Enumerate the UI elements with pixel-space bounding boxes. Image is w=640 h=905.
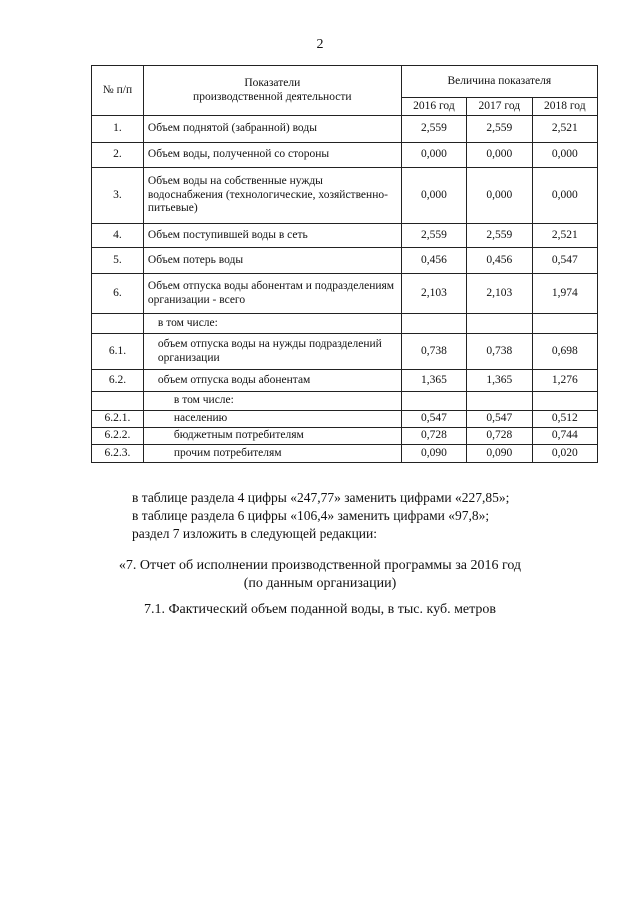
amendment-line: в таблице раздела 4 цифры «247,77» заменить цифрами «227,85»;: [132, 490, 510, 505]
table-header-row: [92, 66, 598, 98]
row-value-2016: 2,559: [401, 224, 466, 248]
row-name: прочим потребителям: [143, 445, 401, 463]
row-value-2016: 0,000: [401, 168, 466, 224]
header-year-2018: 2018 год: [532, 98, 597, 116]
header-indicator: [143, 66, 401, 116]
header-indicator-line1: Показатели: [244, 76, 301, 89]
row-num: 3.: [92, 168, 144, 224]
row-value-2016: 0,456: [401, 248, 466, 274]
header-year-2017: 2017 год: [467, 98, 532, 116]
row-value-2018: [532, 392, 597, 411]
row-value-2016: 0,728: [401, 428, 466, 445]
row-value-2016: [401, 392, 466, 411]
row-value-2018: [532, 314, 597, 334]
row-num: 1.: [92, 116, 144, 143]
table-row: [92, 143, 598, 168]
row-value-2018: 0,000: [532, 168, 597, 224]
row-name: Объем отпуска воды абонентам и подразделениям организации - всего: [143, 274, 401, 314]
table-row: [92, 445, 598, 463]
table-row: [92, 224, 598, 248]
row-value-2018: 0,744: [532, 428, 597, 445]
row-value-2017: 0,000: [467, 168, 532, 224]
header-year-2016: 2016 год: [401, 98, 466, 116]
table-row: [92, 392, 598, 411]
row-name: Объем поступившей воды в сеть: [143, 224, 401, 248]
row-value-2016: 0,090: [401, 445, 466, 463]
header-indicator-line2: производственной деятельности: [193, 90, 352, 103]
row-name: населению: [143, 411, 401, 428]
row-value-2017: 0,456: [467, 248, 532, 274]
table-row: [92, 370, 598, 392]
row-num: 6.1.: [92, 334, 144, 370]
row-value-2018: 2,521: [532, 116, 597, 143]
row-name: Объем потерь воды: [143, 248, 401, 274]
row-num: 5.: [92, 248, 144, 274]
row-name: бюджетным потребителям: [143, 428, 401, 445]
table-row: [92, 116, 598, 143]
table-row: [92, 274, 598, 314]
row-value-2018: 0,512: [532, 411, 597, 428]
header-num: № п/п: [92, 66, 144, 116]
row-num: 6.2.1.: [92, 411, 144, 428]
row-value-2016: 2,559: [401, 116, 466, 143]
row-name: объем отпуска воды абонентам: [143, 370, 401, 392]
row-num: 6.: [92, 274, 144, 314]
header-value-group: Величина показателя: [401, 66, 597, 98]
table-row: [92, 168, 598, 224]
row-value-2017: 2,559: [467, 224, 532, 248]
row-value-2018: 0,020: [532, 445, 597, 463]
row-name: Объем поднятой (забранной) воды: [143, 116, 401, 143]
table-row: [92, 314, 598, 334]
row-value-2018: 1,974: [532, 274, 597, 314]
section-7-title: [0, 557, 640, 593]
section-title-line2: (по данным организации): [243, 576, 397, 591]
row-name: в том числе:: [143, 314, 401, 334]
row-num: 6.2.: [92, 370, 144, 392]
row-value-2018: 0,000: [532, 143, 597, 168]
section-title-line1: «7. Отчет об исполнении производственной программы за 2016 год: [118, 558, 522, 573]
row-value-2016: 0,547: [401, 411, 466, 428]
row-value-2017: 2,559: [467, 116, 532, 143]
row-num: 2.: [92, 143, 144, 168]
table-row: [92, 411, 598, 428]
row-value-2016: 0,000: [401, 143, 466, 168]
row-name: Объем воды на собственные нужды водоснабжения (технологические, хозяйственно-питьевые): [143, 168, 401, 224]
amendments-text: [132, 489, 509, 543]
amendment-line: раздел 7 изложить в следующей редакции:: [132, 526, 378, 541]
row-value-2018: 0,698: [532, 334, 597, 370]
row-num: [92, 392, 144, 411]
row-num: [92, 314, 144, 334]
row-value-2016: 1,365: [401, 370, 466, 392]
row-value-2017: 0,738: [467, 334, 532, 370]
page-number: 2: [316, 37, 324, 52]
row-value-2017: [467, 314, 532, 334]
row-num: 4.: [92, 224, 144, 248]
row-value-2018: 0,547: [532, 248, 597, 274]
table-row: [92, 334, 598, 370]
table-row: [92, 428, 598, 445]
row-value-2018: 2,521: [532, 224, 597, 248]
row-name: в том числе:: [143, 392, 401, 411]
subsection-7-1-title: 7.1. Фактический объем поданной воды, в тыс. куб. метров: [143, 602, 497, 617]
row-value-2016: 0,738: [401, 334, 466, 370]
row-value-2017: 2,103: [467, 274, 532, 314]
row-value-2017: [467, 392, 532, 411]
row-value-2016: [401, 314, 466, 334]
row-value-2017: 0,728: [467, 428, 532, 445]
row-value-2017: 0,000: [467, 143, 532, 168]
row-value-2017: 0,547: [467, 411, 532, 428]
amendment-line: в таблице раздела 6 цифры «106,4» заменить цифрами «97,8»;: [132, 508, 490, 523]
row-value-2017: 0,090: [467, 445, 532, 463]
row-value-2017: 1,365: [467, 370, 532, 392]
row-name: объем отпуска воды на нужды подразделений организации: [143, 334, 401, 370]
row-value-2016: 2,103: [401, 274, 466, 314]
row-name: Объем воды, полученной со стороны: [143, 143, 401, 168]
table-row: [92, 248, 598, 274]
indicators-table: [91, 65, 598, 463]
row-value-2018: 1,276: [532, 370, 597, 392]
row-num: 6.2.3.: [92, 445, 144, 463]
row-num: 6.2.2.: [92, 428, 144, 445]
